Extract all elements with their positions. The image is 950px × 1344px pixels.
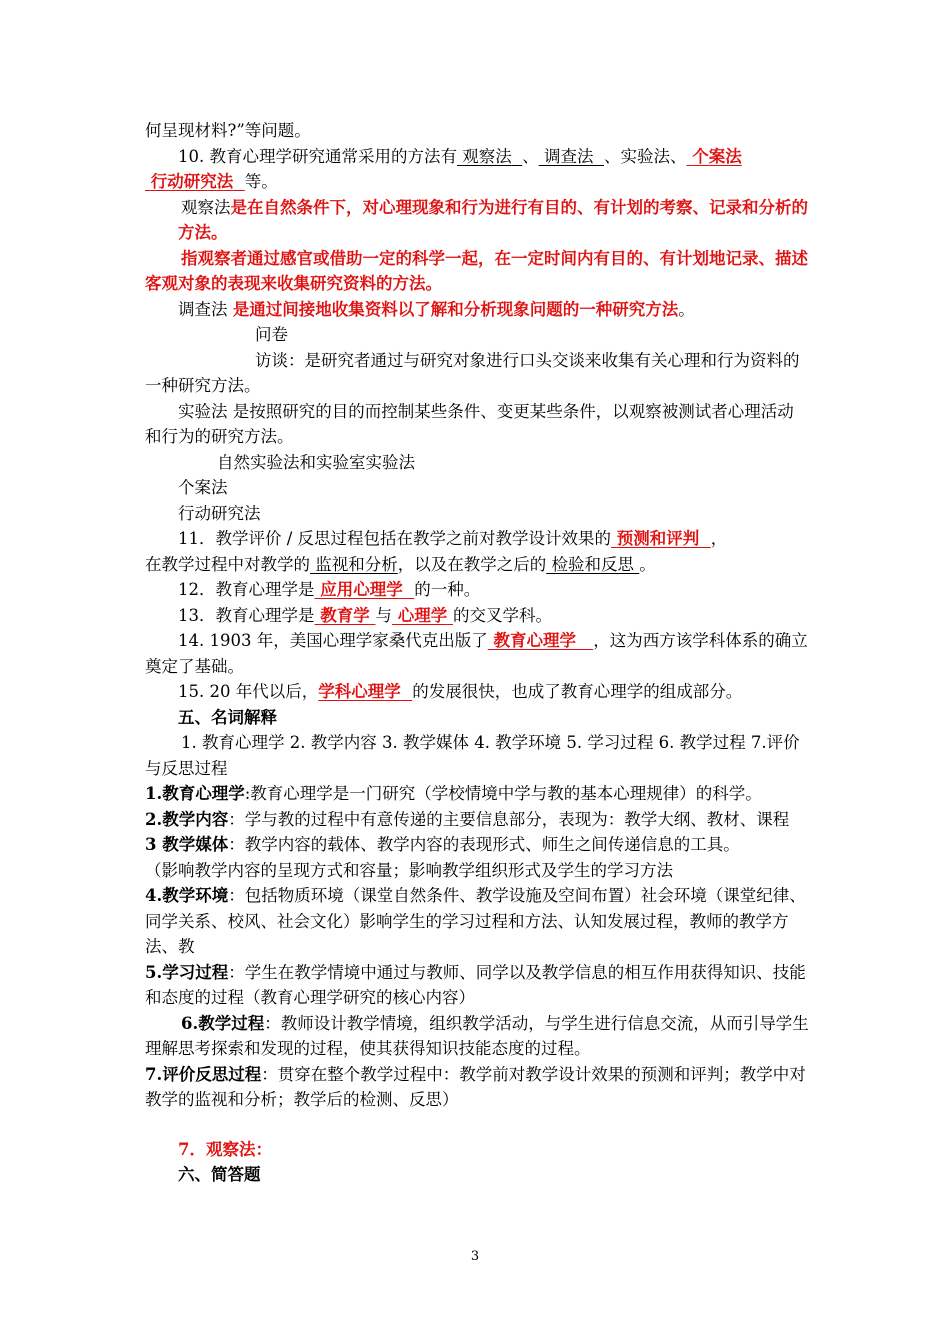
definition-3: 3 教学媒体：教学内容的载体、教学内容的表现形式、师生之间传递信息的工具。 (145, 835, 740, 854)
interview-definition: 访谈：是研究者通过与研究对象进行口头交谈来收集有关心理和行为资料的一种研究方法。 (145, 350, 800, 395)
answer-blank: 预测和评判 (616, 529, 700, 548)
term-list: 1. 教育心理学 2. 教学内容 3. 教学媒体 4. 教学环境 5. 学习过程 6. 教学过程 7.评价与反思过程 (145, 733, 800, 778)
definition-5: 5.学习过程：学生在教学情境中通过与教师、同学以及教学信息的相互作用获得知识、技能和态度的过程（教育心理学研究的核心内容） (145, 962, 806, 1007)
survey-definition: 调查法 是通过间接地收集资料以了解和分析现象问题的一种研究方法。 (178, 299, 695, 319)
definition-1: 1.教育心理学:教育心理学是一门研究（学校情境中学与教的基本心理规律）的科学。 (145, 784, 762, 803)
observation-definition: 观察法是在自然条件下，对心理现象和行为进行有目的、有计划的考察、记录和分析的方法。 (178, 197, 808, 242)
action-research: 行动研究法 (178, 503, 261, 523)
answer-blank: 心理学 (397, 605, 448, 625)
answer-blank: 检验和反思 (551, 554, 634, 574)
question-13: 13．教育心理学是 教育学 与 心理学 的交叉学科。 (178, 605, 552, 625)
questionnaire: 问卷 (255, 325, 288, 344)
section-6-heading: 六、简答题 (178, 1165, 261, 1184)
experiment-types: 自然实验法和实验室实验法 (217, 452, 415, 472)
question-12: 12．教育心理学是 应用心理学 的一种。 (178, 580, 481, 599)
definition-4: 4.教学环境：包括物质环境（课堂自然条件、教学设施及空间布置）社会环境（课堂纪律、同学关系、校风、社会文化）影响学生的学习过程和方法、认知发展过程，教师的教学方法、教 (145, 886, 806, 956)
answer-blank: 学科心理学 (318, 682, 401, 701)
definition-2: 2.教学内容：学与教的过程中有意传递的主要信息部分，表现为：教学大纲、教材、课程 (145, 809, 790, 829)
section-5-heading: 五、名词解释 (178, 707, 277, 727)
question-7-observation: 7．观察法： (178, 1139, 272, 1159)
question-11: 11．教学评价 / 反思过程包括在教学之前对教学设计效果的 预测和评判 ， (178, 529, 728, 548)
definition-3-note: （影响教学内容的呈现方式和容量；影响教学组织形式及学生的学习方法 (145, 860, 673, 880)
answer-blank: 应用心理学 (320, 580, 403, 599)
answer-blank: 教育学 (320, 605, 370, 625)
text-line: 何呈现材料?”等问题。 (145, 121, 311, 140)
document-page (145, 118, 810, 1188)
question-15: 15. 20 年代以后，学科心理学 的发展很快，也成了教育心理学的组成部分。 (178, 682, 743, 701)
answer-blank: 个案法 (692, 146, 742, 166)
answer-blank: 观察法 (462, 146, 512, 166)
experiment-definition: 实验法 是按照研究的目的而控制某些条件、变更某些条件，以观察被测试者心理活动和行为的研究方法。 (145, 401, 794, 446)
answer-blank: 监视和分析 (315, 554, 398, 574)
definition-6: 6.教学过程：教师设计教学情境，组织教学活动，与学生进行信息交流，从而引导学生理解思考探索和发现的过程，使其获得知识技能态度的过程。 (145, 1013, 809, 1058)
page-number: 3 (470, 1249, 480, 1264)
question-10: 10. 教育心理学研究通常采用的方法有 观察法 、 调查法 、实验法、 个案法 (178, 146, 742, 166)
answer-blank: 行动研究法 (150, 172, 234, 191)
question-14: 14. 1903 年，美国心理学家桑代克出版了 教育心理学 ，这为西方该学科体系的确立奠定了基础。 (145, 631, 808, 676)
case-method: 个案法 (178, 478, 228, 497)
question-11-cont: 在教学过程中对教学的 监视和分析，以及在教学之后的 检验和反思 。 (145, 554, 656, 574)
definition-7: 7.评价反思过程：贯穿在整个教学过程中：教学前对教学设计效果的预测和评判；教学中对教学的监视和分析；教学后的检测、反思） (145, 1064, 806, 1109)
question-10-cont: 行动研究法 等。 (145, 169, 810, 195)
observation-definition-2: 指观察者通过感官或借助一定的科学一起，在一定时间内有目的、有计划地记录、描述客观对象的表现来收集研究资料的方法。 (145, 248, 808, 293)
answer-blank: 调查法 (544, 146, 594, 166)
spacer (145, 1113, 810, 1137)
answer-blank: 教育心理学 (493, 631, 576, 650)
